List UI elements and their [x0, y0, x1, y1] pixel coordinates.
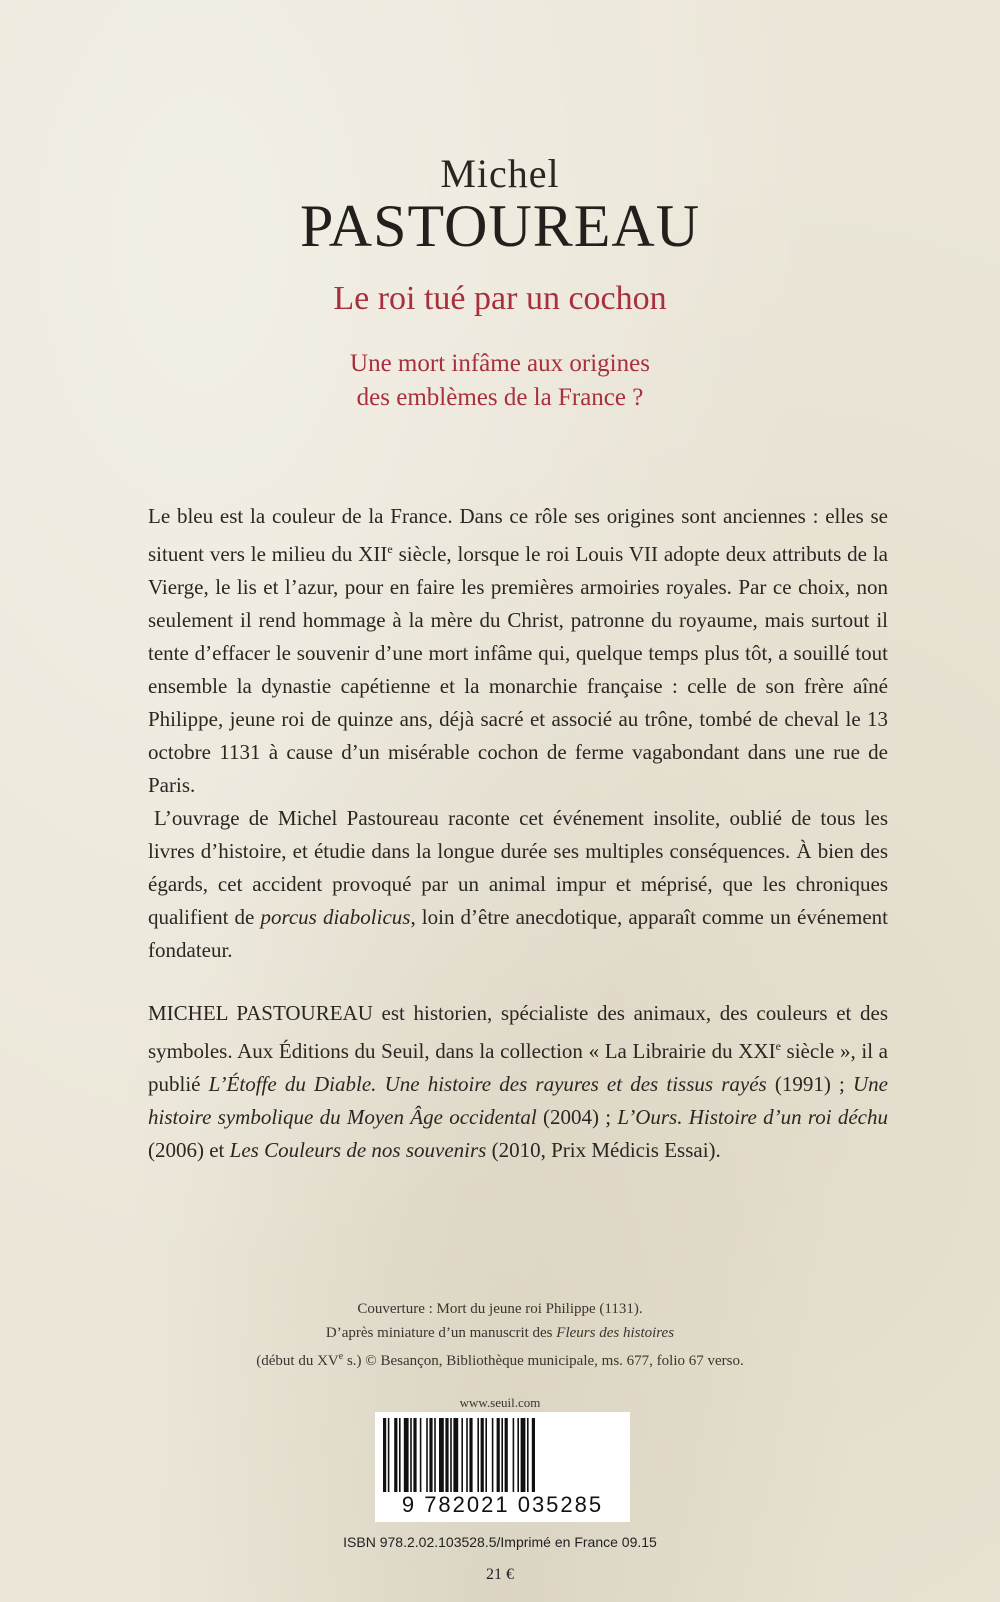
barcode-digits: 9 782021 035285: [401, 1492, 604, 1517]
barcode-bar: [404, 1418, 409, 1492]
barcode-bars: [383, 1418, 622, 1492]
barcode: [375, 1412, 630, 1522]
blurb: [148, 500, 888, 1167]
barcode-bar: [439, 1418, 444, 1492]
barcode-bar: [394, 1418, 397, 1492]
book-reference: L’Ours. Histoire d’un roi déchu: [617, 1105, 888, 1129]
text-run: (2006) et: [148, 1138, 230, 1162]
barcode-bar: [505, 1418, 508, 1492]
barcode-bar: [517, 1418, 519, 1492]
barcode-bar: [399, 1418, 401, 1492]
text-run: (1991) ;: [766, 1072, 853, 1096]
barcode-bar: [453, 1418, 458, 1492]
italic-run: porcus diabolicus: [260, 905, 411, 929]
barcode-bar: [383, 1418, 386, 1492]
subtitle-line-2: des emblèmes de la France ?: [356, 384, 644, 411]
text-run: siècle », il a publié: [148, 1039, 888, 1096]
barcode-bar: [469, 1418, 472, 1492]
credit-line-1: Couverture : Mort du jeune roi Philippe (1131).: [357, 1301, 643, 1317]
author-first-name: Michel: [440, 151, 560, 196]
text-run: MICHEL PASTOUREAU est historien, spécialiste des animaux, des couleurs et des symboles. Aux Éditions du Seuil, dans la collection « La Librairie du XXI: [148, 1001, 888, 1063]
text-run: (début du XV: [256, 1353, 339, 1369]
barcode-bar: [477, 1418, 479, 1492]
text-run: (2004) ;: [536, 1105, 618, 1129]
barcode-bar: [501, 1418, 503, 1492]
author-last-name: PASTOUREAU: [299, 193, 701, 259]
text-run: Le bleu est la couleur de la France. Dans ce rôle ses origines sont anciennes : elles se situent vers le milieu du XII: [148, 504, 888, 566]
text-run: , loin d’être anecdotique, apparaît comme un événement fondateur.: [148, 905, 888, 962]
superscript: e: [387, 542, 393, 556]
barcode-bar: [466, 1418, 468, 1492]
text-run: D’après miniature d’un manuscrit des: [325, 1325, 557, 1341]
cover-credit: [0, 1297, 1000, 1373]
barcode-bar: [485, 1418, 487, 1492]
barcode-bar: [497, 1418, 500, 1492]
book-reference: L’Étoffe du Diable. Une histoire des rayures et des tissus rayés: [208, 1072, 767, 1096]
superscript: e: [775, 1039, 781, 1053]
text-run: siècle, lorsque le roi Louis VII adopte deux attributs de la Vierge, le lis et l’azur, pour en faire les premières armoiries royales. Par ce choix, non seulement il rend hommage à la mère du Christ, patronne du royaume, mais surtout il tente d’effacer le souvenir d’une mort infâme qui, quelque temps plus tôt, a souillé tout ensemble la dynastie capétienne et la monarchie française : celle de son frère aîné Philippe, jeune roi de quinze ans, déjà sacré et associé au trône, tombé de cheval le 13 octobre 1131 à cause d’un misérable cochon de ferme vagabondant dans une rue de Paris.: [148, 542, 888, 797]
barcode-bar: [413, 1418, 416, 1492]
credit-line-3: [0, 1345, 1000, 1373]
barcode-bar: [445, 1418, 448, 1492]
barcode-bar: [388, 1418, 390, 1492]
book-title: Le roi tué par un cochon: [333, 280, 667, 317]
text-run: s.) © Besançon, Bibliothèque municipale, ms. 677, folio 67 verso.: [343, 1353, 744, 1369]
author-bio: [148, 997, 888, 1167]
barcode-bar: [481, 1418, 484, 1492]
barcode-bar: [513, 1418, 515, 1492]
price: 21 €: [486, 1566, 514, 1583]
book-reference: Une histoire symbolique du Moyen Âge occidental: [148, 1072, 888, 1129]
italic-run: Fleurs des histoires: [556, 1325, 675, 1341]
text-run: L’ouvrage de Michel Pastoureau raconte cet événement insolite, oublié de tous les livres d’histoire, et étudie dans la longue durée ses multiples conséquences. À bien des égards, cet accident provoqué par un animal impur et méprisé, que les chroniques qualifient de: [148, 806, 888, 929]
text-run: (2010, Prix Médicis Essai).: [486, 1138, 721, 1162]
isbn-line: ISBN 978.2.02.103528.5/Imprimé en France 09.15: [343, 1534, 657, 1550]
credit-line-2: [0, 1321, 1000, 1345]
barcode-bar: [532, 1418, 535, 1492]
publisher-url: www.seuil.com: [459, 1395, 541, 1410]
barcode-bar: [521, 1418, 526, 1492]
blurb-paragraph-1: [148, 500, 888, 802]
barcode-bar: [492, 1418, 494, 1492]
barcode-bar: [420, 1418, 422, 1492]
barcode-bar: [426, 1418, 428, 1492]
barcode-bar: [429, 1418, 432, 1492]
book-subtitle: [0, 347, 1000, 415]
barcode-bar: [461, 1418, 463, 1492]
barcode-bar: [450, 1418, 452, 1492]
barcode-bar: [434, 1418, 436, 1492]
barcode-bar: [410, 1418, 412, 1492]
superscript: e: [338, 1351, 344, 1362]
book-reference: Les Couleurs de nos souvenirs: [229, 1138, 487, 1162]
subtitle-line-1: Une mort infâme aux origines: [350, 350, 650, 377]
blurb-paragraph-2: [148, 802, 888, 967]
barcode-bar: [527, 1418, 529, 1492]
